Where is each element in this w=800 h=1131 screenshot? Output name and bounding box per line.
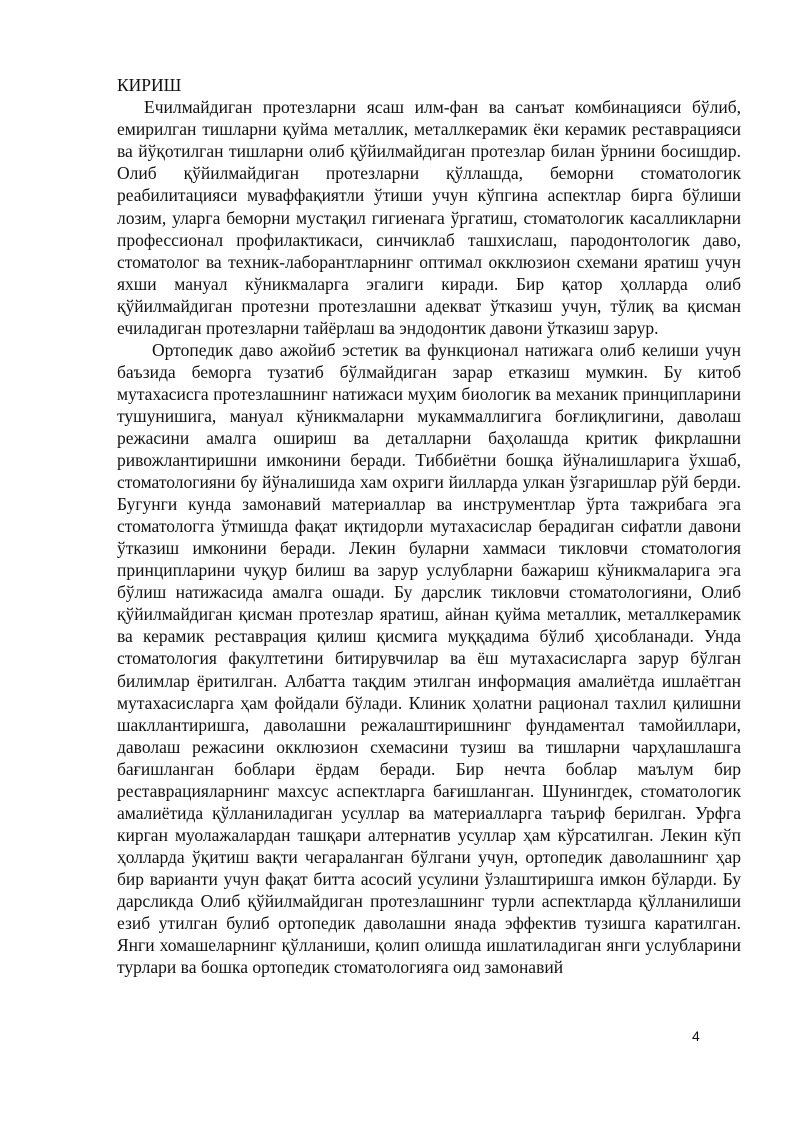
paragraph-2: Ортопедик даво ажойиб эстетик ва функционал натижага олиб келиши учун баъзида беморга тузатиб бўлмайдиган зарар етказиш мумкин. Бу китоб мутахасисга протезлашнинг натижаси муҳим биологик ва механик принципларини тушунишига, мануал кўникмаларни мукаммаллигига боғлиқлигини, даволаш режасини амалга ошириш ва деталларни баҳолашда критик фикрлашни ривожлантиришни имконини беради. Тиббиётни бошқа йўналишларига ўхшаб, стоматологияни бу йўналишида хам охриги йилларда улкан ўзгаришлар рўй берди. Бугунги кунда замонавий материаллар ва инструментлар ўрта тажрибага эга стоматологга ўтмишда фақат иқтидорли мутахасислар берадиган сифатли давони ўтказиш имконини беради. Лекин буларни хаммаси тикловчи стоматология принципларини чуқур билиш ва зарур услубларни бажариш кўникмаларига эга бўлиш натижасида амалга ошади. Бу дарслик тикловчи стоматологияни, Олиб қўйилмайдиган қисман протезлар яратиш, айнан қуйма металлик, металлкерамик ва керамик реставрация қилиш қисмига муққадима бўлиб ҳисобланади. Унда стоматология факултетини битирувчилар ва ёш мутахасисларга зарур бўлган билимлар ёритилган. Албатта тақдим этилган информация амалиётда ишлаётган мутахасисларга ҳам фойдали бўлади. Клиник ҳолатни рационал тахлил қилишни шакллантиришга, даволашни режалаштиришнинг фундаментал тамойиллари, даволаш режасини окклюзион схемасини тузиш ва тишларни чарҳлашлашга бағишланган боблари ёрдам беради. Бир нечта боблар маълум бир реставрацияларнинг махсус аспектларга бағишланган. Шунингдек, стоматологик амалиётида қўлланиладиган усуллар ва материалларга таъриф берилган. Урфга кирган муолажалардан ташқари алтернатив усуллар ҳам кўрсатилган. Лекин кўп ҳолларда ўқитиш вақти чегараланган бўлгани учун, ортопедик даволашнинг ҳар бир варианти учун фақат битта асосий усулини ўзлаштиришга имкон бўларди. Бу дарсликда Олиб қўйилмайдиган протезлашнинг турли аспектларда қўлланилиши езиб утилган булиб ортопедик даволашни янада эффектив тузишга каратилган. Янги хомашеларнинг қўлланиши, қолип олишда ишлатиладиган янги услубларини турлари ва бошка ортопедик стоматологияга оид замонавий	[117, 339, 741, 978]
page-number: 4	[692, 1028, 700, 1044]
document-page	[117, 74, 741, 978]
section-heading: КИРИШ	[117, 75, 182, 95]
paragraph-1: Ечилмайдиган протезларни ясаш илм-фан ва санъат комбинацияси бўлиб, емирилган тишларни қуйма металлик, металлкерамик ёки керамик реставрацияси ва йўқотилган тишларни олиб қўйилмайдиган протезлар билан ўрнини босишдир. Олиб қўйилмайдиган протезларни қўллашда, беморни стоматологик реабилитацияси муваффақиятли ўтиши учун кўпгина аспектлар бирга бўлиши лозим, уларга беморни мустақил гигиенага ўргатиш, стоматологик касалликларни профессионал профилактикаси, синчиклаб ташхислаш, пародонтологик даво, стоматолог ва техник-лаборантларнинг оптимал окклюзион схемани яратиш учун яхши мануал кўникмаларга эгалиги киради. Бир қатор ҳолларда олиб қўйилмайдиган протезни протезлашни адекват ўтказиш учун, тўлиқ ва қисман ечиладиган протезларни тайёрлаш ва эндодонтик давони ўтказиш зарур.	[117, 97, 741, 338]
